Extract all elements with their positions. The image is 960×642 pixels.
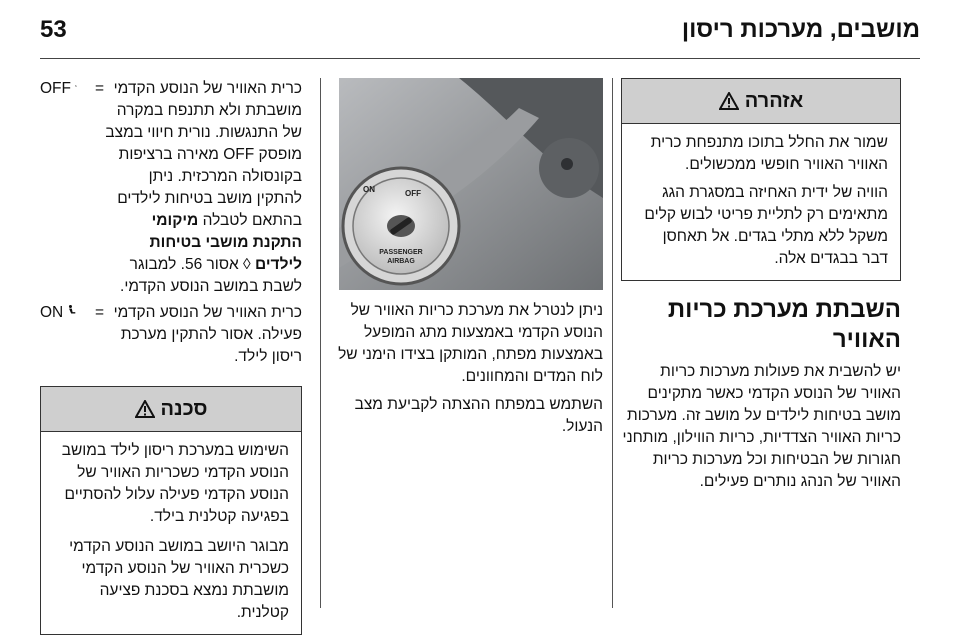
warning-box xyxy=(621,78,901,281)
entry-equals: = xyxy=(94,80,104,97)
middle-paragraph: השתמש במפתח ההצתה לקביעת מצב הנעול. xyxy=(354,396,603,435)
left-column xyxy=(40,78,302,635)
warning-paragraph: הוויה של ידית האחיזה במסגרת הגג מתאימים רק לתליית פריטי לבוש קלים משקל ללא מתלי בגדים. אל תאחסן דבר בבגדים אלה. xyxy=(644,184,888,267)
adult-seat-icon xyxy=(67,302,77,318)
right-column xyxy=(621,78,901,493)
entry-equals: = xyxy=(94,304,104,321)
warning-heading: אזהרה xyxy=(744,89,804,112)
entry-code-label: OFF xyxy=(40,80,71,97)
danger-heading: סכנה xyxy=(160,397,208,420)
entry-code-label: ON xyxy=(40,304,64,321)
entry-text-bold: מיקומי התקנת מושבי בטיחות לילדים xyxy=(149,212,302,273)
entry-text-main: כרית האוויר של הנוסע הקדמי פעילה. אסור להתקין מערכת ריסון לילד. xyxy=(113,304,302,365)
danger-box-header xyxy=(41,387,301,432)
entry-code xyxy=(40,302,104,368)
header-divider xyxy=(40,58,920,59)
photo-off-label: OFF xyxy=(405,189,421,198)
column-divider-left xyxy=(320,78,321,608)
middle-text xyxy=(333,300,603,438)
entry-text xyxy=(104,78,302,298)
airbag-switch-illustration xyxy=(339,78,603,290)
danger-paragraph: השימוש במערכת ריסון לילד במושב הנוסע הקדמי כשכריות האוויר של הנוסע הקדמי פעילה עלול להסתיים בפגיעה קטלנית בילד. xyxy=(61,442,289,525)
entry-code xyxy=(40,78,104,298)
column-divider-right xyxy=(612,78,613,608)
danger-paragraph: מבוגר היושב במושב הנוסע הקדמי כשכרית האוויר של הנוסע הקדמי מושבתת נמצא בסכנת פציעה קטלנית. xyxy=(69,538,289,621)
warning-triangle-icon xyxy=(719,92,739,110)
danger-box xyxy=(40,386,302,635)
warning-paragraph: שמור את החלל בתוכו מתנפחת כרית האוויר האוויר חופשי ממכשולים. xyxy=(650,134,888,173)
status-entry-on xyxy=(40,302,302,368)
photo-label-line2: AIRBAG xyxy=(387,258,415,265)
middle-column xyxy=(333,78,603,438)
airbag-switch-photo xyxy=(339,78,603,290)
entry-text xyxy=(104,302,302,368)
page-number: 53 xyxy=(40,16,67,43)
entry-text-after: אסור 56. למבוגר לשבת במושב הנוסע הקדמי. xyxy=(120,256,302,295)
warning-box-body xyxy=(622,124,900,280)
entry-text-main: כרית האוויר של הנוסע הקדמי מושבתת ולא תתנפח במקרה של התנגשות. נורית חיווי במצב מופסק OFF מאירה ברציפות בקונסולה המרכזית. ניתן להתקין מושב בטיחות לילדים בהתאם לטבלה xyxy=(105,80,302,229)
page-title: מושבים, מערכות ריסון xyxy=(681,16,920,43)
child-seat-icon xyxy=(75,78,77,94)
status-entry-off xyxy=(40,78,302,298)
section-heading: השבתת מערכת כריות האוויר xyxy=(667,296,901,353)
svg-text:ON: ON xyxy=(363,185,375,194)
section-body: יש להשבית את פעולות מערכות כריות האוויר של הנוסע הקדמי כאשר מתקינים מושב בטיחות לילדים על מושב זה. מערכות כריות האוויר הצדדיות, כריות הווילון, מותחני חגורות של הבטיחות וכל מערכות כריות האוויר של הנהג נותרים פעילים. xyxy=(622,363,901,490)
danger-box-body xyxy=(41,432,301,634)
middle-paragraph: ניתן לנטרל את מערכת כריות האוויר של הנוסע הקדמי באמצעות מתג המופעל באמצעות מפתח, המותקן בצידו הימני של לוח המדים והמחוונים. xyxy=(338,302,603,385)
page-reference-icon: ◊ xyxy=(243,256,251,273)
warning-box-header xyxy=(622,79,900,124)
page-header xyxy=(40,16,920,50)
danger-triangle-icon xyxy=(135,400,155,418)
photo-label-line1: PASSENGER xyxy=(379,249,423,256)
